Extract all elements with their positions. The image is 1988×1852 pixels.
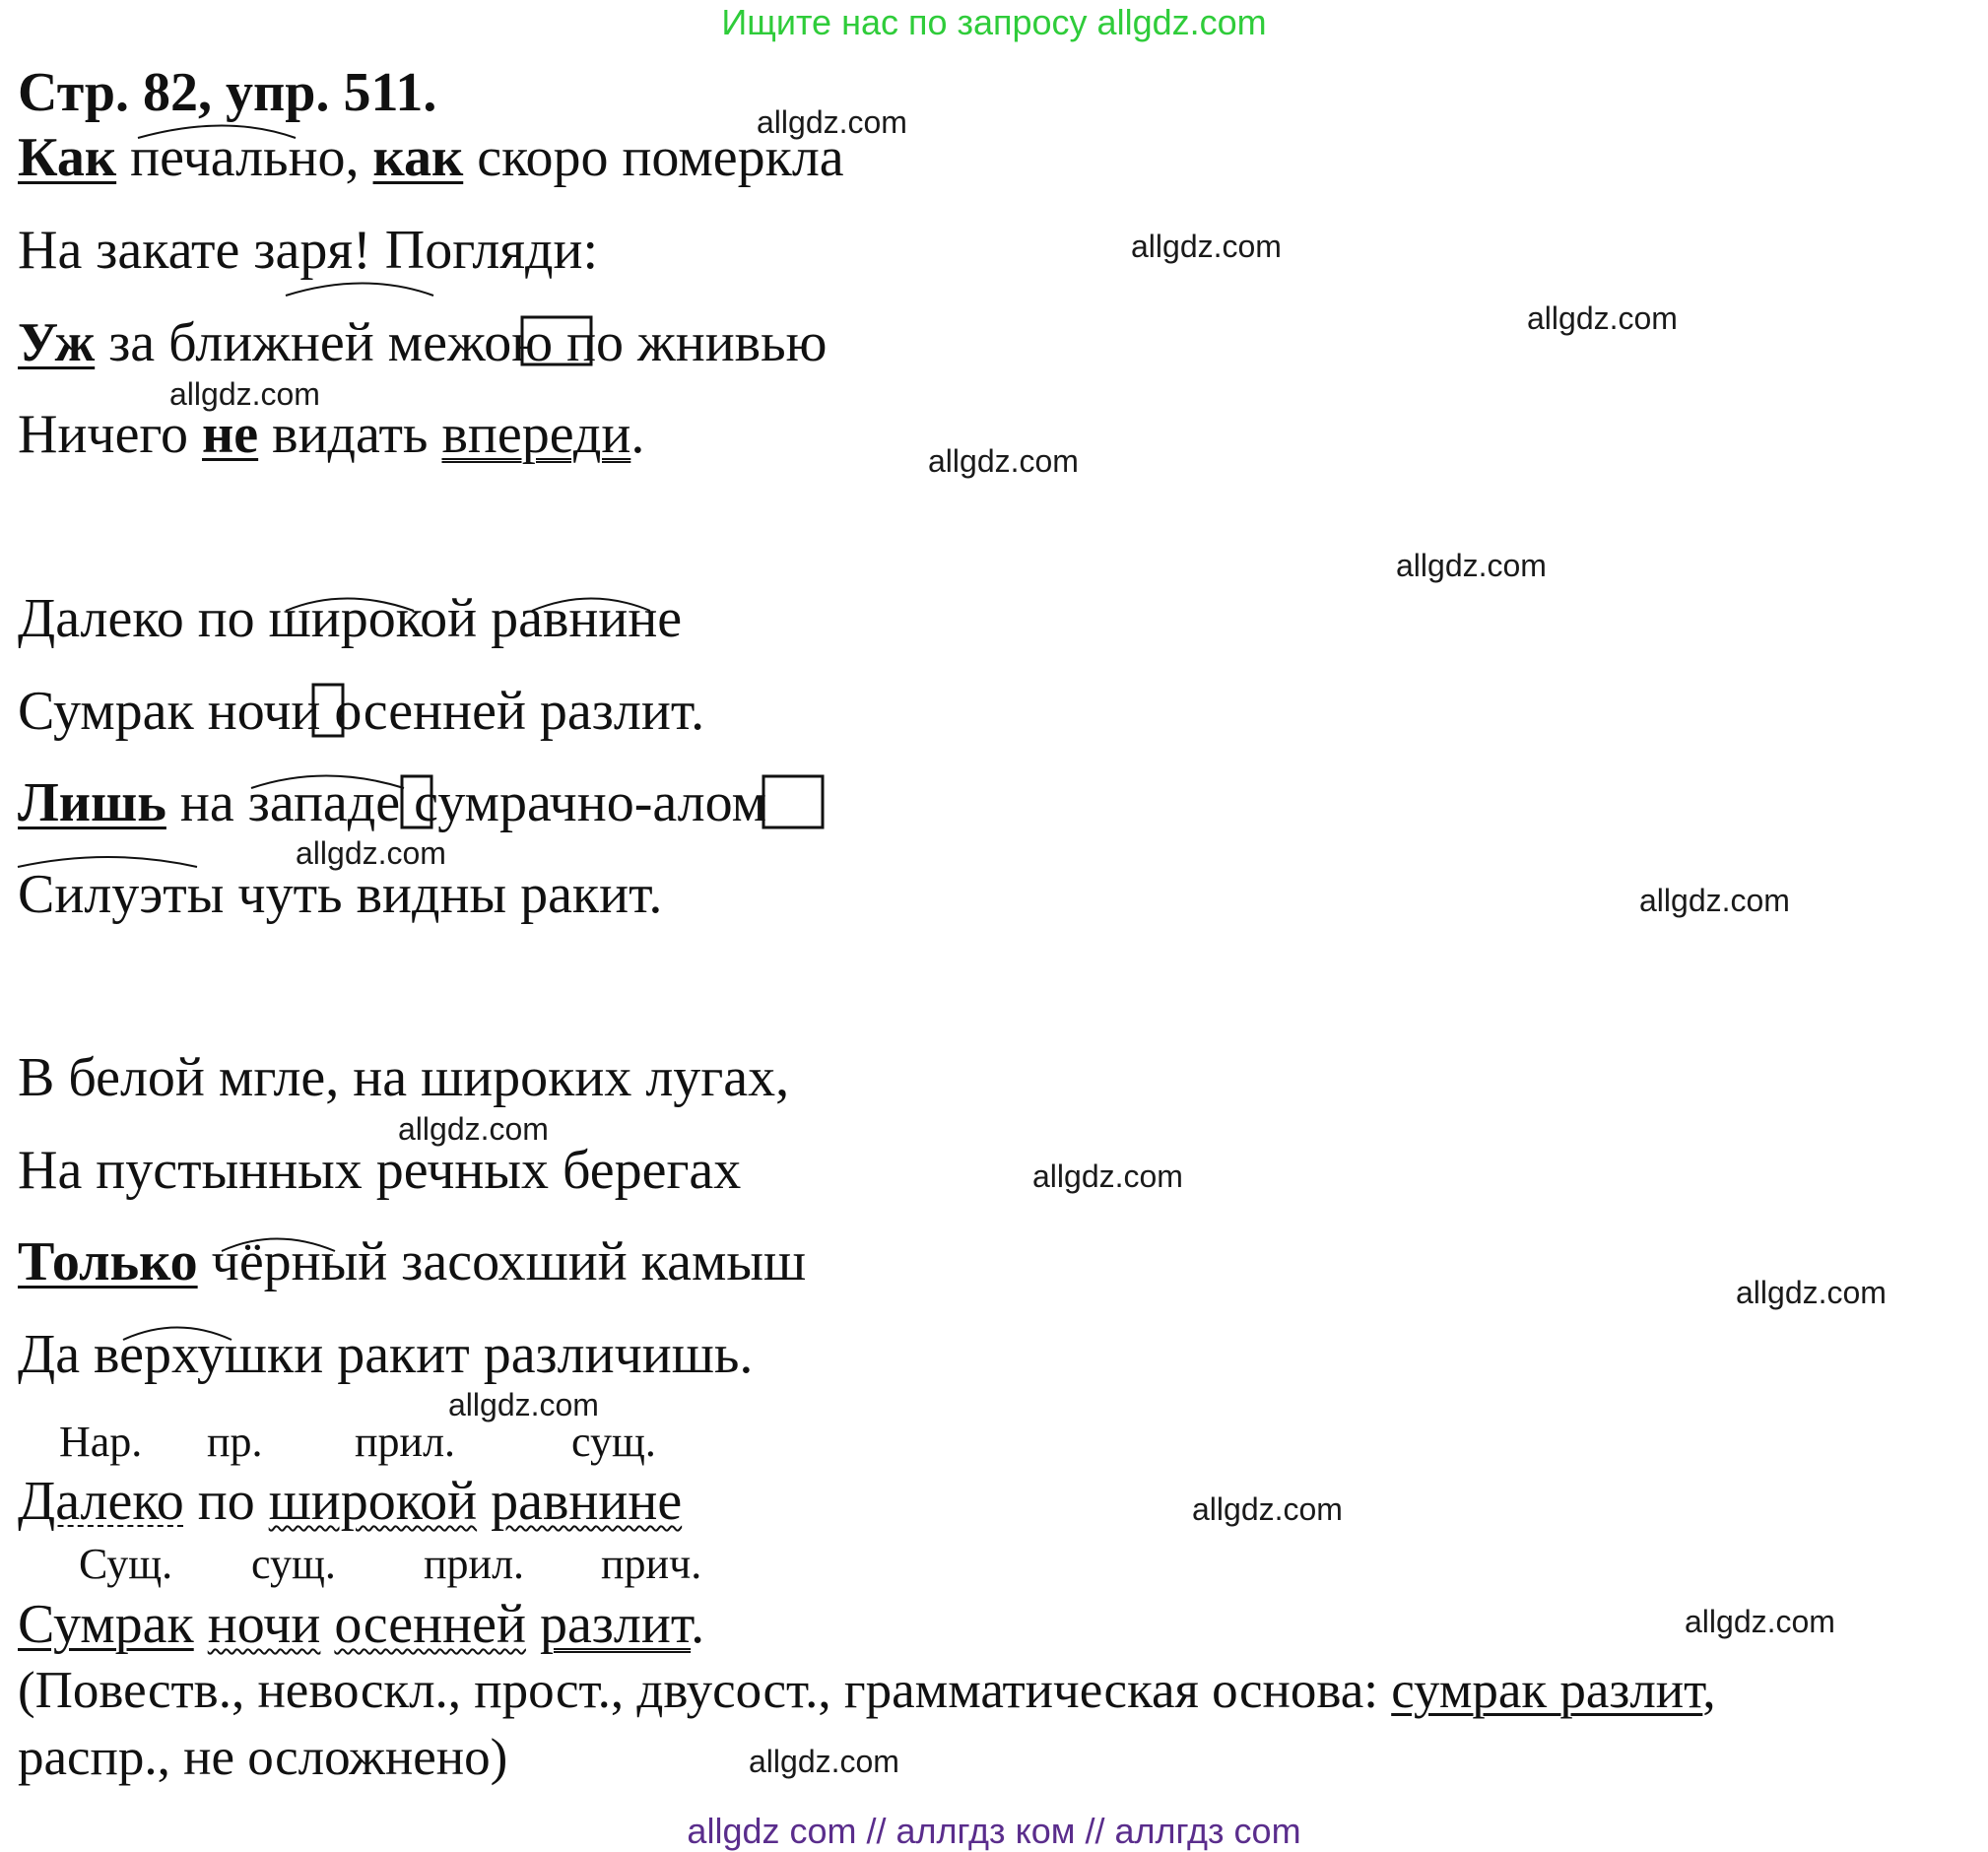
stanza1-line2: На закате заря! Погляди: <box>18 220 599 281</box>
word-nochi: ночи <box>207 1594 321 1655</box>
pos-label: Сущ. <box>79 1540 173 1588</box>
watermark: allgdz.com <box>1192 1491 1343 1527</box>
word-ne: не <box>202 404 259 465</box>
word-tolko: Только <box>18 1231 198 1292</box>
text-segment: за ближней межою по жнивью <box>95 312 828 373</box>
text-segment: по <box>183 1471 269 1532</box>
bottom-banner[interactable]: allgdz com // аллгдз ком // аллгдз com <box>687 1811 1301 1851</box>
stanza3-line2: На пустынных речных берегах <box>18 1140 742 1201</box>
watermark: allgdz.com <box>757 104 907 140</box>
exercise-heading: Стр. 82, упр. 511. <box>18 62 437 123</box>
text-segment <box>194 1594 208 1655</box>
watermark: allgdz.com <box>169 376 320 412</box>
stanza2-line4: Силуэты чуть видны ракит. <box>18 864 663 925</box>
stanza3-line1: В белой мгле, на широких лугах, <box>18 1047 790 1108</box>
stanza2-line2: Сумрак ночи осенней разлит. <box>18 681 705 742</box>
word-sumrak: Сумрак <box>18 1594 194 1655</box>
parse2-sentence <box>18 1594 705 1655</box>
pos-label: пр. <box>207 1418 263 1466</box>
word-razlit: разлит <box>539 1594 692 1655</box>
parse2-labels <box>79 1539 701 1589</box>
watermark: allgdz.com <box>1527 300 1678 336</box>
parse1-sentence <box>18 1471 683 1532</box>
watermark: allgdz.com <box>448 1387 599 1422</box>
stanza2-line1: Далеко по широкой равнине <box>18 588 683 649</box>
watermark: allgdz.com <box>1639 883 1790 918</box>
word-shirokoy: широкой <box>268 1471 478 1532</box>
word-ravnine: равнине <box>491 1471 683 1532</box>
watermark: allgdz.com <box>1032 1158 1183 1194</box>
summary-line2: распр., не осложнено) <box>18 1729 508 1786</box>
word-vperedi: впереди <box>441 404 631 465</box>
word-daleko: Далеко <box>18 1471 184 1532</box>
pos-label: сущ. <box>571 1418 656 1466</box>
stanza3-line4: Да верхушки ракит различишь. <box>18 1324 754 1385</box>
word-kak-1: Как <box>18 127 117 188</box>
stanza2-line3 <box>18 772 766 833</box>
watermark: allgdz.com <box>398 1111 549 1147</box>
top-banner[interactable]: Ищите нас по запросу allgdz.com <box>721 2 1267 42</box>
watermark: allgdz.com <box>928 443 1079 479</box>
ending-box-mark <box>763 776 823 827</box>
watermark: allgdz.com <box>1736 1275 1887 1310</box>
text-segment: Ничего <box>18 404 203 465</box>
parse1-labels <box>59 1417 656 1467</box>
stanza1-line1 <box>18 127 844 188</box>
text-segment: на западе сумрачно-алом <box>166 772 766 833</box>
watermark: allgdz.com <box>296 835 446 871</box>
pos-label: прил. <box>355 1418 456 1466</box>
pos-label: прич. <box>601 1540 702 1588</box>
word-lish: Лишь <box>18 772 166 833</box>
text-segment: , <box>1702 1662 1716 1719</box>
word-uzh: Уж <box>18 312 96 373</box>
stanza3-line3 <box>18 1231 807 1292</box>
text-segment: видать <box>258 404 442 465</box>
pos-label: сущ. <box>251 1540 336 1588</box>
word-kak-2: как <box>372 127 464 188</box>
root-arc-mark <box>286 284 433 297</box>
watermark: allgdz.com <box>1685 1604 1835 1639</box>
text-segment: чёрный засохший камыш <box>197 1231 807 1292</box>
word-osenney: осенней <box>334 1594 526 1655</box>
text-segment: скоро померкла <box>463 127 844 188</box>
grammatical-base: сумрак разлит <box>1391 1662 1703 1719</box>
text-segment <box>526 1594 540 1655</box>
summary-line1 <box>18 1662 1716 1719</box>
pos-label: Нар. <box>59 1418 143 1466</box>
text-segment: (Повеств., невоскл., прост., двусост., грамматическая основа: <box>18 1662 1392 1719</box>
text-segment: . <box>691 1594 705 1655</box>
text-segment: . <box>630 404 645 465</box>
stanza1-line4 <box>18 404 645 465</box>
watermark: allgdz.com <box>1131 229 1282 264</box>
text-segment <box>320 1594 334 1655</box>
watermark: allgdz.com <box>749 1744 899 1779</box>
text-segment: печально, <box>116 127 373 188</box>
stanza1-line3 <box>18 312 828 373</box>
text-segment <box>477 1471 491 1532</box>
watermark: allgdz.com <box>1396 548 1547 583</box>
pos-label: прил. <box>424 1540 525 1588</box>
